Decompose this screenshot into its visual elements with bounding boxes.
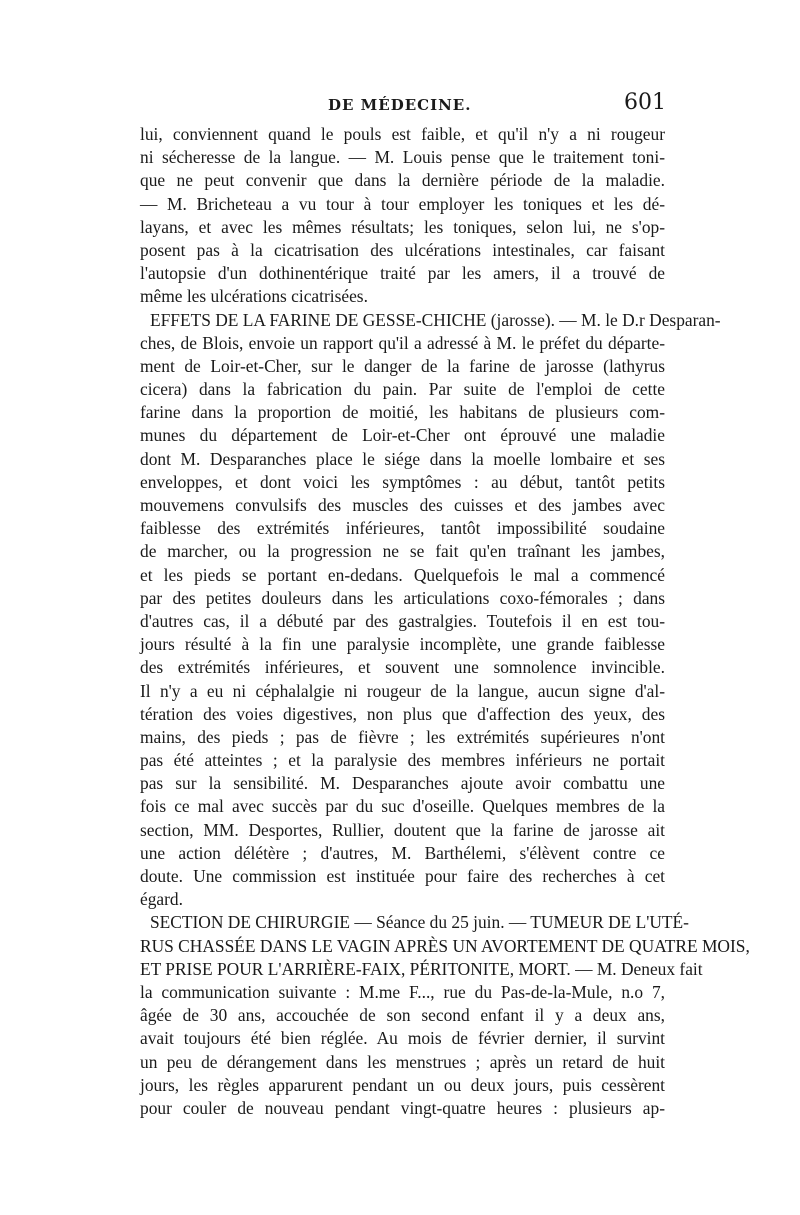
text-line: par des petites douleurs dans les articulations coxo-fémorales ; dans [140,587,665,608]
text-line: d'autres cas, il a débuté par des gastralgies. Toutefois il en est tou- [140,610,665,631]
text-line: ni sécheresse de la langue. — M. Louis pense que le traitement toni- [140,147,665,168]
text-line: enveloppes, et dont voici les symptômes : au début, tantôt petits [140,471,665,492]
text-line: munes du département de Loir-et-Cher ont éprouvé une maladie [140,425,665,446]
text-line: jours, les règles apparurent pendant un ou deux jours, puis cessèrent [140,1074,665,1095]
text-line: pas été atteintes ; et la paralysie des membres inférieurs ne portait [140,750,665,771]
text-line: Il n'y a eu ni céphalalgie ni rougeur de la langue, aucun signe d'al- [140,680,665,701]
text-line: la communication suivante : M.me F..., rue du Pas-de-la-Mule, n.o 7, [140,981,665,1002]
text-line: farine dans la proportion de moitié, les habitans de plusieurs com- [140,402,665,423]
text-line: ches, de Blois, envoie un rapport qu'il a adressé à M. le préfet du départe- [140,332,665,353]
text-line: cicera) dans la fabrication du pain. Par suite de l'emploi de cette [140,379,665,400]
text-line: doute. Une commission est instituée pour faire des recherches à cet [140,866,665,886]
text-line: posent pas à la cicatrisation des ulcérations intestinales, car faisant [140,239,665,260]
text-line: EFFETS DE LA FARINE DE GESSE-CHICHE (jarosse). — M. le D.r Desparan- [150,309,721,330]
text-line: RUS CHASSÉE DANS LE VAGIN APRÈS UN AVORTEMENT DE QUATRE MOIS, [140,935,750,956]
text-line: un peu de dérangement dans les menstrues ; après un retard de huit [140,1051,665,1072]
text-line: mains, des pieds ; pas de fièvre ; les extrémités supérieures n'ont [140,726,665,747]
running-title: DE MÉDECINE. [328,96,472,114]
page-number: 601 [624,90,666,115]
text-line: — M. Bricheteau a vu tour à tour employer les toniques et les dé- [140,193,665,214]
text-line: et les pieds se portant en-dedans. Quelquefois le mal a commencé [140,564,665,585]
text-line: de marcher, ou la progression ne se fait qu'en traînant les jambes, [140,541,665,562]
text-line: jours résulté à la fin une paralysie incomplète, une grande faiblesse [140,634,665,655]
text-line: dont M. Desparanches place le siége dans la moelle lombaire et ses [140,448,665,469]
text-line: des extrémités inférieures, et souvent une somnolence invincible. [140,657,665,678]
text-line: avait toujours été bien réglée. Au mois de février dernier, il survint [140,1028,665,1049]
text-line: fois ce mal avec succès par du suc d'oseille. Quelques membres de la [140,796,665,817]
text-line: pas sur la sensibilité. M. Desparanches ajoute avoir combattu une [140,773,665,794]
text-line: que ne peut convenir que dans la dernière période de la maladie. [140,170,665,191]
text-line: l'autopsie d'un dothinentérique traité par les amers, il a trouvé de [140,263,665,284]
text-line: âgée de 30 ans, accouchée de son second enfant il y a deux ans, [140,1005,665,1026]
text-line: tération des voies digestives, non plus que d'affection des yeux, des [140,703,665,724]
text-line: layans, et avec les mêmes résultats; les toniques, selon lui, ne s'op- [140,216,665,237]
text-line: lui, conviennent quand le pouls est faible, et qu'il n'y a ni rougeur [140,124,665,144]
text-line: ment de Loir-et-Cher, sur le danger de la farine de jarosse (lathyrus [140,355,665,376]
text-line: même les ulcérations cicatrisées. [140,286,368,307]
text-line: mouvemens convulsifs des muscles des cuisses et des jambes avec [140,495,665,515]
page-header [140,90,672,120]
text-line: égard. [140,889,183,910]
text-line: une action délétère ; d'autres, M. Barthélemi, s'élèvent contre ce [140,842,665,863]
text-line: faiblesse des extrémités inférieures, tantôt impossibilité soudaine [140,518,665,539]
text-line: ET PRISE POUR L'ARRIÈRE-FAIX, PÉRITONITE, MORT. — M. Deneux fait [140,958,703,979]
body-text [140,123,750,1120]
text-line: section, MM. Desportes, Rullier, doutent que la farine de jarosse ait [140,819,665,840]
text-line: SECTION DE CHIRURGIE — Séance du 25 juin. — TUMEUR DE L'UTÉ- [150,912,689,933]
text-line: pour couler de nouveau pendant vingt-quatre heures : plusieurs ap- [140,1097,665,1118]
